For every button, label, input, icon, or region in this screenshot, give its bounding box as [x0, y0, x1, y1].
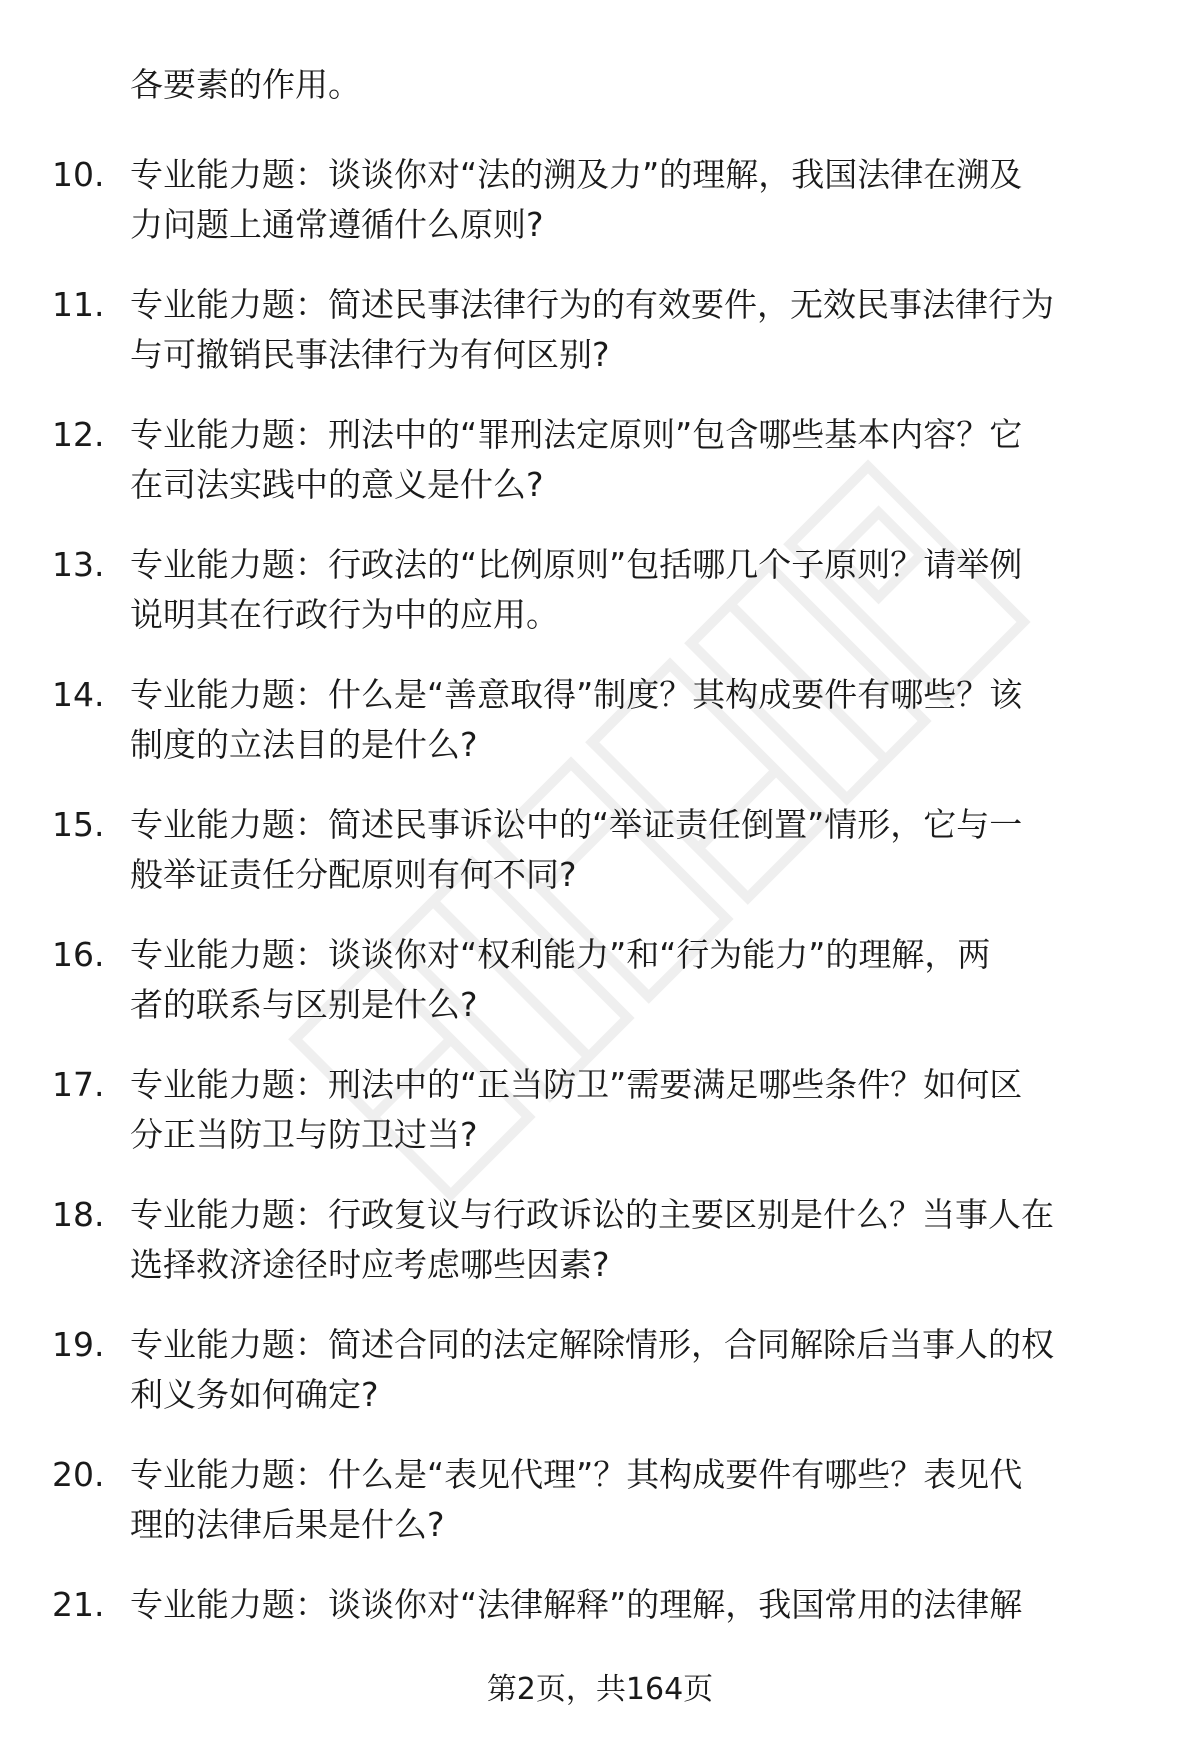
question-number: 18.: [52, 1195, 105, 1234]
question-number: 10.: [52, 155, 105, 194]
question-number: 14.: [52, 675, 105, 714]
question-item: [0, 1450, 1200, 1580]
question-item: [0, 1320, 1200, 1450]
question-item: [0, 280, 1200, 410]
question-text-line-1: 专业能力题：谈谈你对“法律解释”的理解，我国常用的法律解: [130, 1585, 1023, 1624]
question-text-line-1: 专业能力题：简述合同的法定解除情形，合同解除后当事人的权: [130, 1325, 1054, 1364]
question-text-line-1: 专业能力题：刑法中的“正当防卫”需要满足哪些条件？如何区: [130, 1065, 1023, 1104]
question-item: [0, 410, 1200, 540]
question-number: 12.: [52, 415, 105, 454]
question-item: [0, 150, 1200, 280]
question-text-line-2: 在司法实践中的意义是什么?: [130, 465, 544, 504]
question-text-line-1: 专业能力题：简述民事诉讼中的“举证责任倒置”情形，它与一: [130, 805, 1023, 844]
question-number: 13.: [52, 545, 105, 584]
question-text-line-2: 般举证责任分配原则有何不同?: [130, 855, 577, 894]
question-text-line-2: 与可撤销民事法律行为有何区别?: [130, 335, 610, 374]
question-text-line-2: 理的法律后果是什么?: [130, 1505, 445, 1544]
question-text-line-1: 专业能力题：刑法中的“罪刑法定原则”包含哪些基本内容？它: [130, 415, 1023, 454]
question-text-line-1: 专业能力题：什么是“表见代理”？其构成要件有哪些？表见代: [130, 1455, 1023, 1494]
question-number: 21.: [52, 1585, 105, 1624]
question-item: [0, 540, 1200, 670]
question-item: [0, 1060, 1200, 1190]
question-number: 20.: [52, 1455, 105, 1494]
question-item: [0, 930, 1200, 1060]
question-item: [0, 670, 1200, 800]
question-list: [0, 150, 1200, 1710]
question-text-line-2: 选择救济途径时应考虑哪些因素?: [130, 1245, 610, 1284]
question-text-line-1: 专业能力题：行政法的“比例原则”包括哪几个子原则？请举例: [130, 545, 1023, 584]
page-footer: 第2页，共164页: [486, 1672, 714, 1707]
question-text-line-2: 力问题上通常遵循什么原则?: [130, 205, 544, 244]
question-text-line-1: 专业能力题：谈谈你对“法的溯及力”的理解，我国法律在溯及: [130, 155, 1023, 194]
question-number: 17.: [52, 1065, 105, 1104]
question-number: 11.: [52, 285, 105, 324]
question-number: 16.: [52, 935, 105, 974]
question-text-line-2: 分正当防卫与防卫过当?: [130, 1115, 478, 1154]
question-text-line-2: 者的联系与区别是什么?: [130, 985, 478, 1024]
question-text-line-2: 说明其在行政行为中的应用。: [130, 595, 559, 634]
question-text-line-1: 专业能力题：简述民事法律行为的有效要件，无效民事法律行为: [130, 285, 1054, 324]
question-text-line-1: 专业能力题：什么是“善意取得”制度？其构成要件有哪些？该: [130, 675, 1023, 714]
continuation-line: 各要素的作用。: [130, 65, 361, 104]
question-text-line-1: 专业能力题：谈谈你对“权利能力”和“行为能力”的理解，两: [130, 935, 991, 974]
question-text-line-2: 制度的立法目的是什么?: [130, 725, 478, 764]
question-item: [0, 800, 1200, 930]
question-text-line-2: 利义务如何确定?: [130, 1375, 379, 1414]
question-item: [0, 1190, 1200, 1320]
question-number: 19.: [52, 1325, 105, 1364]
question-number: 15.: [52, 805, 105, 844]
question-text-line-1: 专业能力题：行政复议与行政诉讼的主要区别是什么？当事人在: [130, 1195, 1054, 1234]
